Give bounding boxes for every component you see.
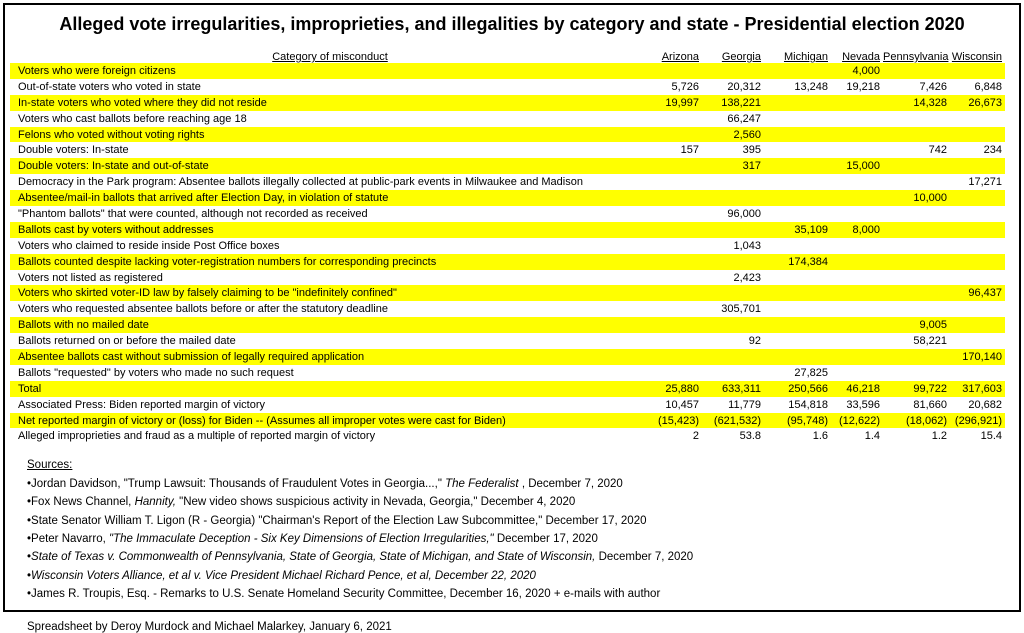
source-text-segment: State of Texas v. Commonwealth of Pennsylvania, State of Georgia, State of Michigan, and State of Wisconsin,: [31, 551, 599, 564]
table-row: [10, 222, 1005, 238]
column-header-michigan: [764, 51, 831, 63]
value-cell: 99,722: [913, 382, 947, 395]
table-row: [10, 63, 1005, 79]
category-cell: Ballots with no mailed date: [18, 319, 149, 332]
source-text-segment: •State Senator William T. Ligon (R - Georgia) "Chairman's Report of the Election Law Subcommittee," December 17, 2020: [27, 514, 647, 527]
table-row: [10, 238, 1005, 254]
value-cell: 2,560: [733, 128, 761, 141]
category-cell: Absentee ballots cast without submission of legally required application: [18, 350, 365, 363]
source-item: [27, 475, 1019, 493]
column-header-georgia: [702, 51, 764, 63]
value-cell: 81,660: [913, 398, 947, 411]
source-text-segment: "New video shows suspicious activity in Nevada, Georgia," December 4, 2020: [179, 496, 576, 509]
value-cell: 170,140: [962, 350, 1002, 363]
value-cell: 9,005: [919, 319, 947, 332]
value-cell: 19,997: [665, 96, 699, 109]
category-cell: Voters who skirted voter-ID law by falsely claiming to be "indefinitely confined": [18, 287, 397, 300]
category-header-label: Category of misconduct: [272, 51, 388, 63]
table-row: [10, 127, 1005, 143]
table-row: [10, 413, 1005, 429]
source-text-segment: Hannity,: [134, 496, 180, 509]
table-row: [10, 95, 1005, 111]
source-text-segment: •: [27, 551, 32, 564]
category-cell: Alleged improprieties and fraud as a multiple of reported margin of victory: [18, 430, 376, 443]
value-cell: 58,221: [913, 335, 947, 348]
table-row: [10, 174, 1005, 190]
value-cell: 305,701: [721, 303, 761, 316]
value-cell: 742: [928, 144, 947, 157]
table-row: [10, 381, 1005, 397]
category-cell: Absentee/mail-in ballots that arrived after Election Day, in violation of statute: [18, 192, 389, 205]
source-text-segment: •Jordan Davidson, "Trump Lawsuit: Thousands of Fraudulent Votes in Georgia...,": [27, 477, 446, 490]
category-cell: Voters who cast ballots before reaching age 18: [18, 112, 247, 125]
value-cell: 96,000: [727, 207, 761, 220]
value-cell: 96,437: [968, 287, 1002, 300]
value-cell: 1.6: [812, 430, 828, 443]
spreadsheet-page: [3, 3, 1021, 633]
value-cell: 10,457: [665, 398, 699, 411]
value-cell: 6,848: [974, 80, 1002, 93]
value-cell: (12,622): [839, 414, 880, 427]
page-title: Alleged vote irregularities, improprieties, and illegalities by category and state - Presidential election 2020: [59, 14, 965, 34]
column-header-arizona: [650, 51, 702, 63]
table-row: [10, 142, 1005, 158]
source-text-segment: •: [27, 569, 32, 582]
table-row: [10, 254, 1005, 270]
table-row: [10, 158, 1005, 174]
value-cell: (95,748): [787, 414, 828, 427]
value-cell: 1.2: [931, 430, 947, 443]
category-cell: Double voters: In-state and out-of-state: [18, 160, 209, 173]
credit-line: Spreadsheet by Deroy Murdock and Michael Malarkey, January 6, 2021: [27, 620, 392, 633]
table-row: [10, 206, 1005, 222]
value-cell: 5,726: [671, 80, 699, 93]
table-body: [10, 63, 1005, 444]
value-cell: 15.4: [980, 430, 1002, 443]
value-cell: 20,312: [727, 80, 761, 93]
category-cell: In-state voters who voted where they did not reside: [18, 96, 267, 109]
table-row: [10, 111, 1005, 127]
value-cell: 234: [983, 144, 1002, 157]
state-header-label: Arizona: [661, 51, 699, 63]
value-cell: 13,248: [794, 80, 828, 93]
value-cell: 395: [742, 144, 761, 157]
value-cell: (18,062): [906, 414, 947, 427]
value-cell: 4,000: [852, 64, 880, 77]
category-cell: Voters not listed as registered: [18, 271, 163, 284]
value-cell: 26,673: [968, 96, 1002, 109]
source-item: [27, 548, 1019, 566]
value-cell: 66,247: [727, 112, 761, 125]
value-cell: 17,271: [968, 176, 1002, 189]
source-text-segment: •James R. Troupis, Esq. - Remarks to U.S. Senate Homeland Security Committee, December 16, 2020 + e-mails with author: [27, 588, 661, 601]
category-cell: Voters who claimed to reside inside Post Office boxes: [18, 239, 280, 252]
value-cell: 633,311: [722, 382, 761, 395]
table-row: [10, 317, 1005, 333]
sources-section: [27, 456, 1019, 603]
value-cell: 174,384: [788, 255, 828, 268]
source-item: [27, 585, 1019, 603]
state-header-label: Michigan: [783, 51, 828, 63]
value-cell: 15,000: [846, 160, 880, 173]
source-item: [27, 567, 1019, 585]
value-cell: 317: [742, 160, 761, 173]
state-header-label: Pennsylvania: [883, 51, 949, 63]
sources-heading: Sources:: [27, 459, 73, 472]
value-cell: 157: [680, 144, 699, 157]
source-text-segment: •Peter Navarro,: [27, 533, 109, 545]
category-cell: Ballots returned on or before the mailed date: [18, 335, 236, 348]
state-header-label: Wisconsin: [951, 51, 1002, 63]
category-cell: Ballots counted despite lacking voter-registration numbers for corresponding precincts: [18, 255, 437, 268]
value-cell: 154,818: [788, 398, 828, 411]
sources-list: [27, 475, 1019, 604]
source-text-segment: "The Immaculate Deception - Six Key Dimensions of Election Irregularities,": [109, 533, 497, 545]
column-header-pennsylvania: [883, 51, 950, 63]
value-cell: 53.8: [739, 430, 761, 443]
table-row: [10, 428, 1005, 444]
table-row: [10, 285, 1005, 301]
value-cell: 1,043: [733, 239, 761, 252]
category-cell: Ballots cast by voters without addresses: [18, 223, 214, 236]
table-row: [10, 333, 1005, 349]
value-cell: 92: [748, 335, 761, 348]
category-cell: Voters who were foreign citizens: [18, 64, 176, 77]
source-text-segment: December 17, 2020: [496, 533, 598, 545]
category-cell: Felons who voted without voting rights: [18, 128, 205, 141]
value-cell: 1.4: [864, 430, 880, 443]
value-cell: 250,566: [788, 382, 828, 395]
value-cell: 33,596: [846, 398, 880, 411]
table-row: [10, 301, 1005, 317]
table-row: [10, 79, 1005, 95]
value-cell: 10,000: [913, 192, 947, 205]
column-header-nevada: [831, 51, 883, 63]
source-text-segment: December 7, 2020: [598, 551, 694, 564]
value-cell: 19,218: [846, 80, 880, 93]
value-cell: 35,109: [794, 223, 828, 236]
value-cell: 27,825: [794, 366, 828, 379]
value-cell: (296,921): [954, 414, 1002, 427]
source-text-segment: •Fox News Channel,: [27, 496, 135, 509]
value-cell: 14,328: [913, 96, 947, 109]
category-cell: Democracy in the Park program: Absentee ballots illegally collected at public-park events in Milwaukee and Madison: [18, 176, 583, 189]
value-cell: 138,221: [721, 96, 761, 109]
value-cell: 7,426: [919, 80, 947, 93]
table-row: [10, 349, 1005, 365]
misconduct-table: [10, 47, 1005, 444]
category-cell: Voters who requested absentee ballots before or after the statutory deadline: [18, 303, 388, 316]
column-header-category: [10, 51, 650, 63]
value-cell: 11,779: [728, 398, 761, 411]
category-cell: Associated Press: Biden reported margin of victory: [18, 398, 266, 411]
category-cell: Double voters: In-state: [18, 144, 129, 157]
category-cell: Out-of-state voters who voted in state: [18, 80, 201, 93]
state-header-label: Nevada: [842, 51, 880, 63]
category-cell: Ballots "requested" by voters who made no such request: [18, 366, 294, 379]
value-cell: 20,682: [968, 398, 1002, 411]
value-cell: (15,423): [658, 414, 699, 427]
source-text-segment: , December 7, 2020: [521, 477, 623, 490]
state-header-label: Georgia: [721, 51, 761, 63]
table-row: [10, 397, 1005, 413]
category-cell: Total: [18, 382, 42, 395]
table-row: [10, 190, 1005, 206]
value-cell: (621,532): [713, 414, 761, 427]
value-cell: 25,880: [665, 382, 699, 395]
source-item: [27, 512, 1019, 530]
source-text-segment: The Federalist: [445, 477, 522, 490]
value-cell: 2,423: [733, 271, 761, 284]
source-item: [27, 530, 1019, 548]
value-cell: 46,218: [846, 382, 880, 395]
value-cell: 317,603: [962, 382, 1002, 395]
table-row: [10, 365, 1005, 381]
table-row: [10, 270, 1005, 286]
value-cell: 8,000: [852, 223, 880, 236]
table-header-row: [10, 47, 1005, 63]
source-item: [27, 493, 1019, 511]
category-cell: "Phantom ballots" that were counted, although not recorded as received: [18, 207, 368, 220]
column-header-wisconsin: [950, 51, 1005, 63]
source-text-segment: Wisconsin Voters Alliance, et al v. Vice President Michael Richard Pence, et al, December 22, 2020: [31, 569, 536, 582]
value-cell: 2: [692, 430, 699, 443]
category-cell: Net reported margin of victory or (loss) for Biden -- (Assumes all improper votes were cast for Biden): [18, 414, 506, 427]
